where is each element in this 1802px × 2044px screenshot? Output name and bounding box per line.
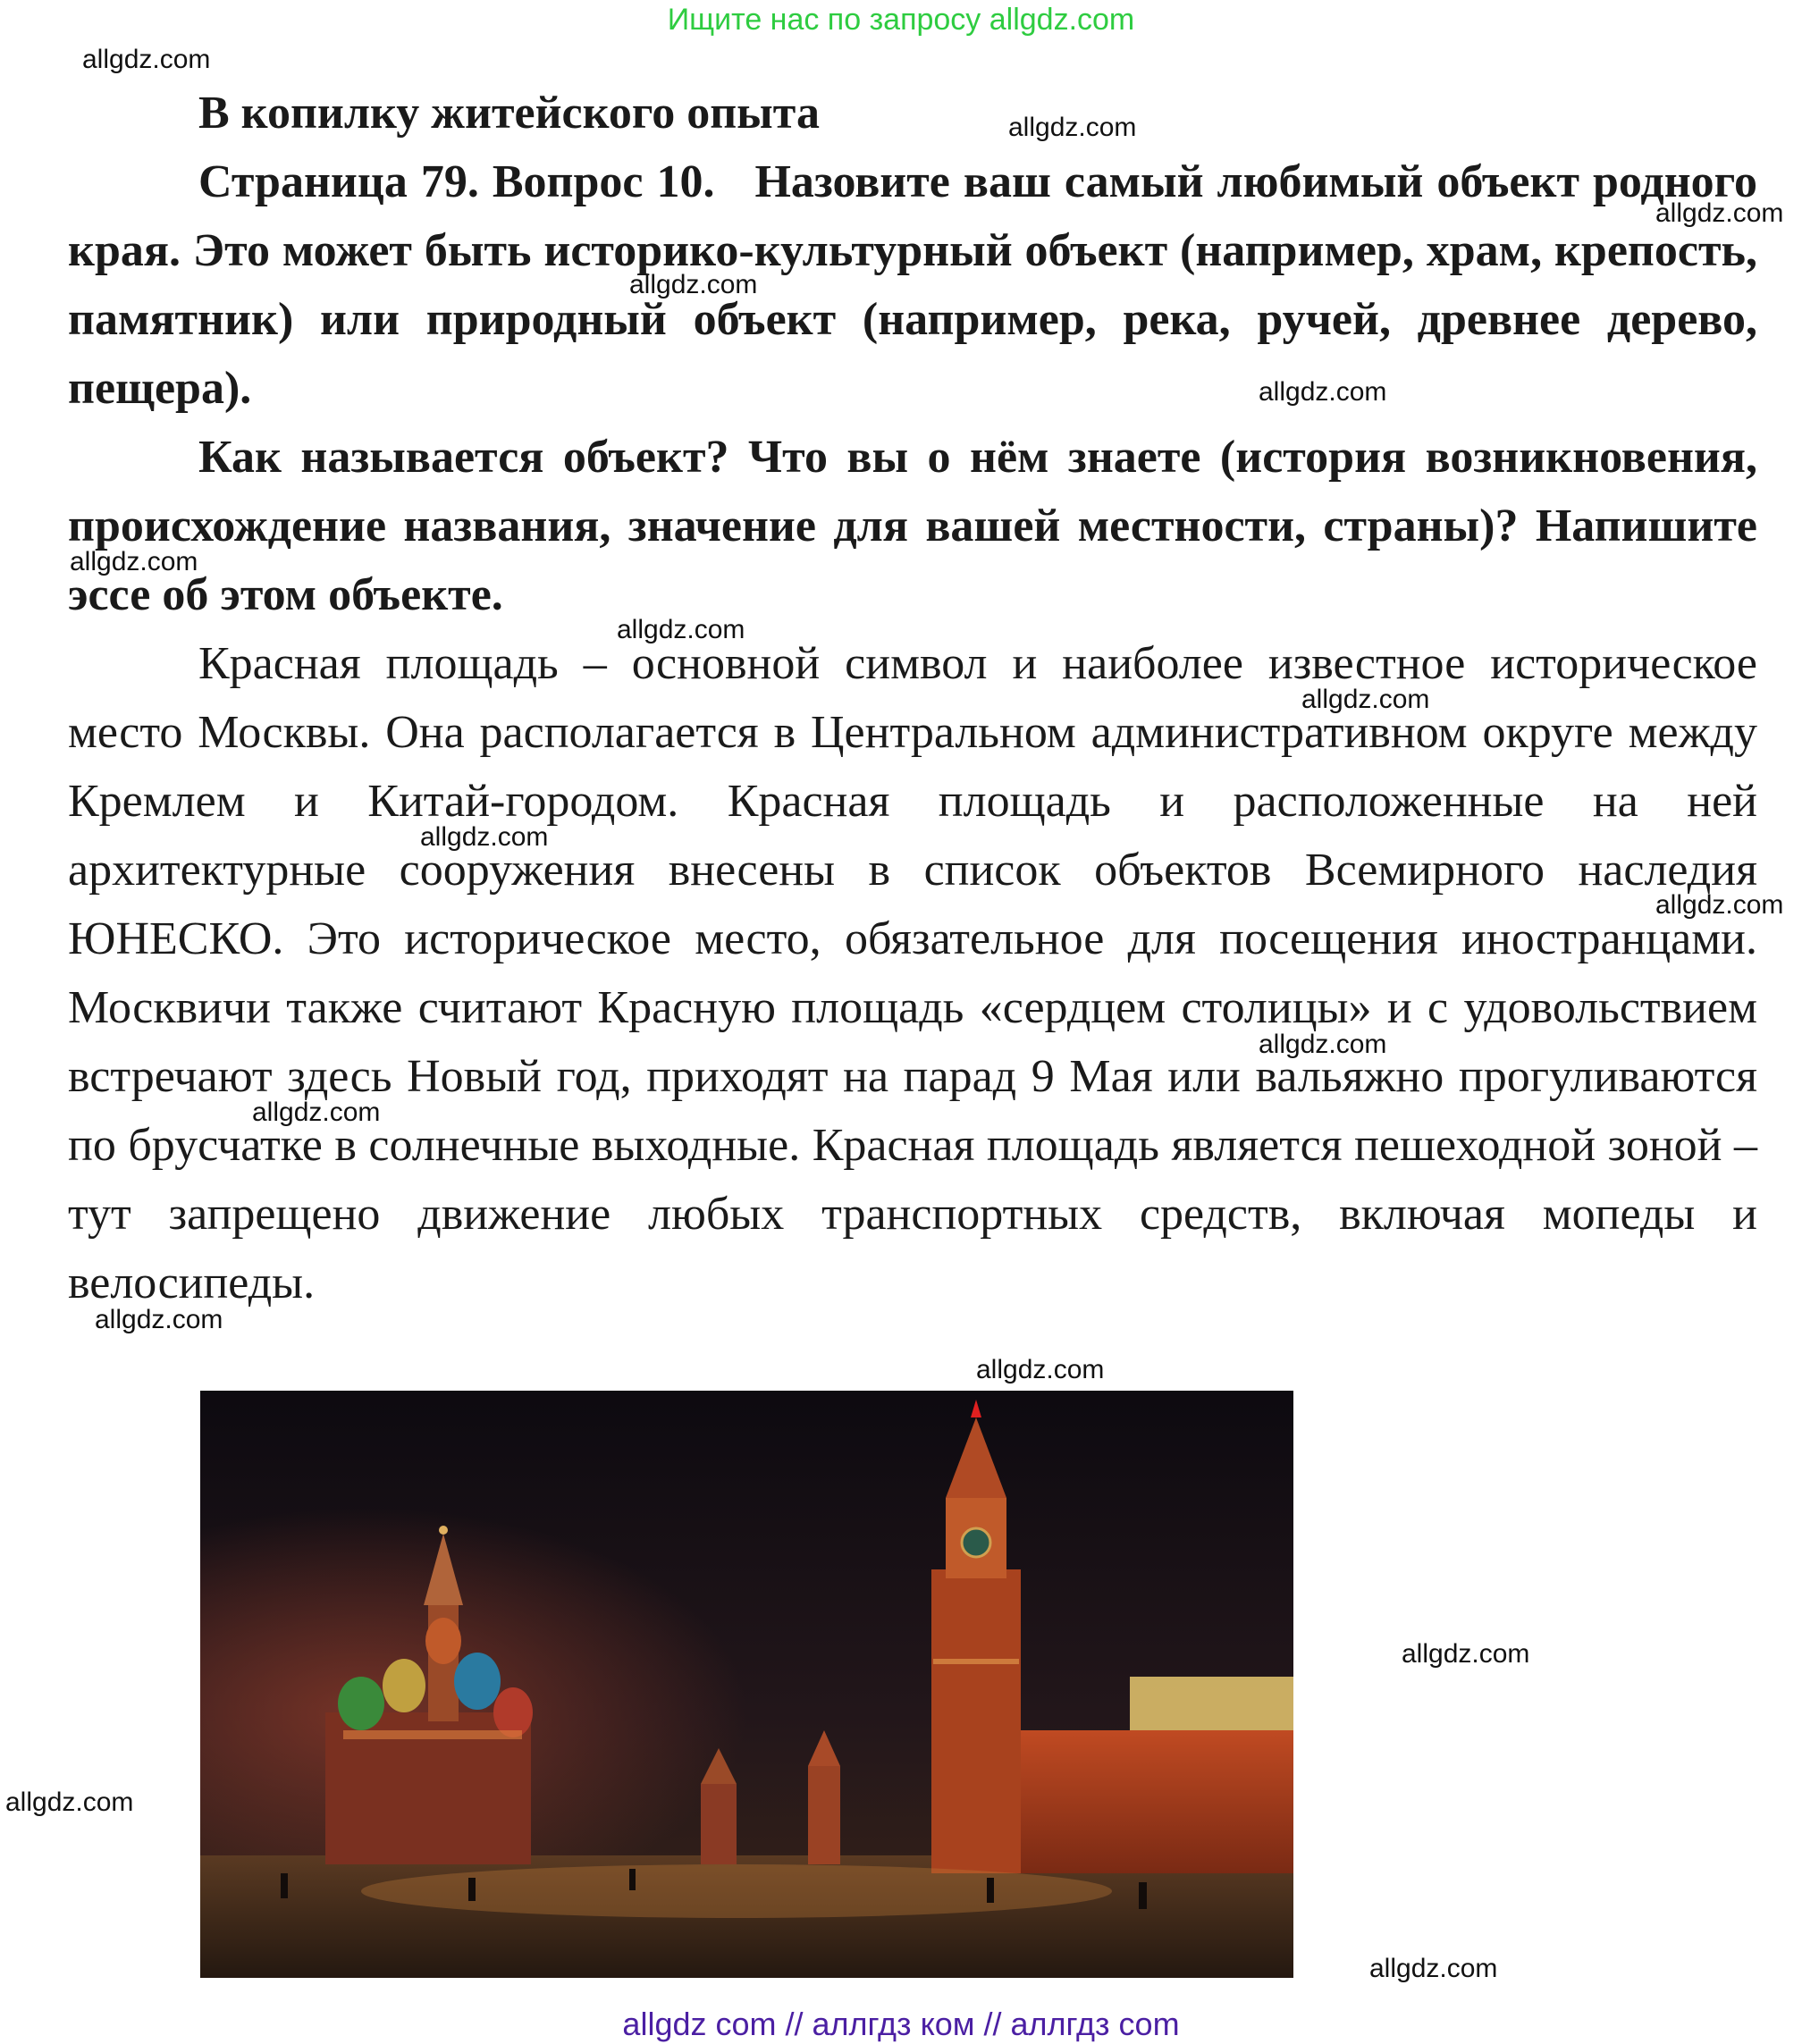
question-text-1 xyxy=(68,147,1757,423)
site-banner: Ищите нас по запросу allgdz.com xyxy=(667,3,1135,37)
watermark: allgdz.com xyxy=(82,45,211,74)
kremlin-wall xyxy=(1021,1730,1293,1873)
watermark: allgdz.com xyxy=(70,547,198,576)
watermark: allgdz.com xyxy=(629,270,758,299)
watermark: allgdz.com xyxy=(1259,1030,1387,1059)
watermark: allgdz.com xyxy=(1259,377,1387,407)
watermark: allgdz.com xyxy=(420,822,549,852)
watermark: allgdz.com xyxy=(1655,890,1784,920)
red-square-night-photo-icon xyxy=(200,1391,1293,1978)
answer-text: Красная площадь – основной символ и наиболее известное историческое место Москвы. Она располагается в Центральном административном округе между Кремлем и Китай-городом. Красная площадь и расположенные на ней архитектурные сооружения внесены в список объектов Всемирного наследия ЮНЕСКО. Это историческое место, обязательное для посещения иностранцами. Москвичи также считают Красную площадь «сердцем столицы» и с удовольствием встречают здесь Новый год, приходят на парад 9 Мая или вальяжно прогуливаются по брусчатке в солнечные выходные. Красная площадь является пешеходной зоной – тут запрещено движение любых транспортных средств, включая мопеды и велосипеды. xyxy=(68,638,1757,1308)
watermark: allgdz.com xyxy=(617,615,745,644)
red-square-photo xyxy=(200,1391,1293,1978)
watermark: allgdz.com xyxy=(976,1355,1105,1384)
question-label: Страница 79. Вопрос 10. xyxy=(198,156,715,207)
watermark: allgdz.com xyxy=(5,1787,134,1817)
watermark: allgdz.com xyxy=(1402,1639,1530,1669)
section-title: В копилку житейского опыта xyxy=(198,88,820,139)
watermark: allgdz.com xyxy=(1369,1954,1498,1983)
question-text-2: Как называется объект? Что вы о нём знаете (история возникновения, происхождение названия, значение для вашей местности, страны)? Напишите эссе об этом объекте. xyxy=(68,432,1757,620)
watermark: allgdz.com xyxy=(95,1305,223,1334)
watermark: allgdz.com xyxy=(1301,685,1430,714)
footer-links: allgdz com // аллгдз ком // аллгдз com xyxy=(622,2006,1180,2042)
watermark: allgdz.com xyxy=(1008,113,1137,142)
question-block xyxy=(68,79,1757,1317)
question-body: Назовите ваш самый любимый объект родного края. Это может быть историко-культурный объект (например, храм, крепость, памятник) или природный объект (например, река, ручей, древнее дерево, пещера). xyxy=(68,156,1757,414)
watermark: allgdz.com xyxy=(1655,198,1784,228)
watermark: allgdz.com xyxy=(252,1098,381,1127)
